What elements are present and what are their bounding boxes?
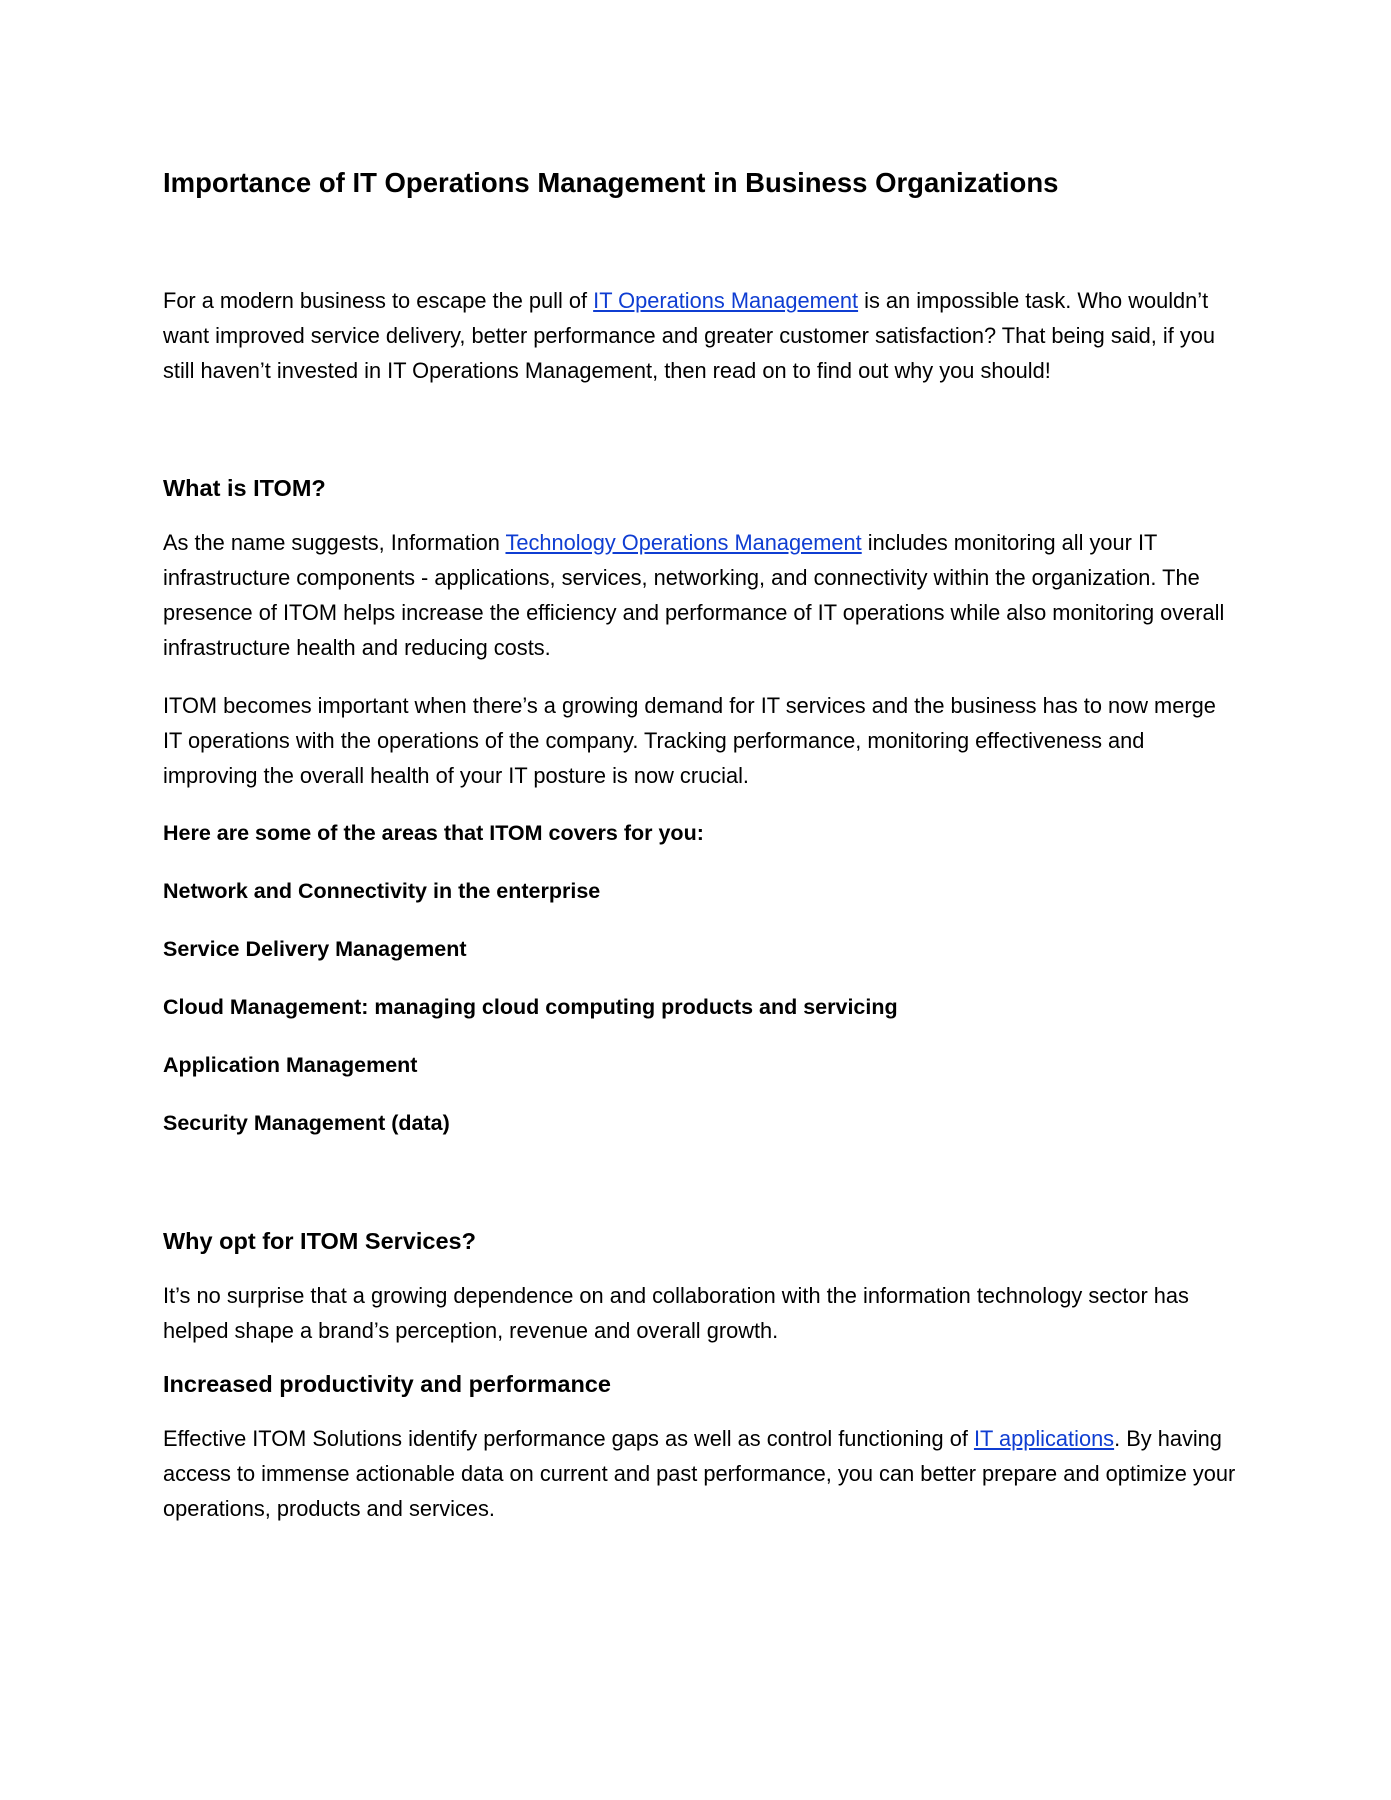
area-item: Security Management (data) <box>163 1111 450 1135</box>
what-is-itom-heading: What is ITOM? <box>163 475 326 501</box>
increased-productivity-paragraph <box>163 1421 1238 1526</box>
productivity-text-before-link: Effective ITOM Solutions identify performance gaps as well as control functioning of <box>163 1426 974 1451</box>
what-is-itom-paragraph-2: ITOM becomes important when there’s a growing demand for IT services and the business has to now merge IT operations with the operations of the company. Tracking performance, monitoring effectiveness and improving the overall health of your IT posture is now crucial. <box>163 693 1216 788</box>
document-title: Importance of IT Operations Management in Business Organizations <box>163 167 1059 198</box>
what-is-itom-paragraph-1 <box>163 525 1238 665</box>
it-applications-link[interactable]: IT applications <box>973 1426 1115 1451</box>
areas-intro: Here are some of the areas that ITOM covers for you: <box>163 821 704 845</box>
why-opt-paragraph-1: It’s no surprise that a growing dependence on and collaboration with the information technology sector has helped shape a brand’s perception, revenue and overall growth. <box>163 1283 1189 1343</box>
area-item: Cloud Management: managing cloud computing products and servicing <box>163 995 898 1019</box>
intro-paragraph <box>163 283 1238 388</box>
it-operations-management-link[interactable]: IT Operations Management <box>593 288 859 313</box>
area-item: Application Management <box>163 1053 418 1077</box>
what-para1-text-before-link: As the name suggests, Information <box>163 530 506 555</box>
why-opt-for-itom-heading: Why opt for ITOM Services? <box>163 1228 476 1254</box>
what-para1-text-after-link: includes monitoring all your IT infrastructure components - applications, services, networking, and connectivity within the organization. The presence of ITOM helps increase the efficiency and performance of IT operations while also monitoring overall infrastructure health and reducing costs. <box>163 530 1225 660</box>
area-item: Service Delivery Management <box>163 937 467 961</box>
intro-text-after-link: is an impossible task. Who wouldn’t want improved service delivery, better performance and greater customer satisfaction? That being said, if you still haven’t invested in IT Operations Management, then read on to find out why you should! <box>163 288 1216 383</box>
intro-text-before-link: For a modern business to escape the pull of <box>163 288 594 313</box>
technology-operations-management-link[interactable]: Technology Operations Management <box>505 530 862 555</box>
area-item: Network and Connectivity in the enterprise <box>163 879 601 903</box>
increased-productivity-heading: Increased productivity and performance <box>163 1371 611 1397</box>
document-content <box>163 164 1238 1526</box>
productivity-text-after-link: . By having access to immense actionable data on current and past performance, you can better prepare and optimize your operations, products and services. <box>163 1426 1236 1521</box>
